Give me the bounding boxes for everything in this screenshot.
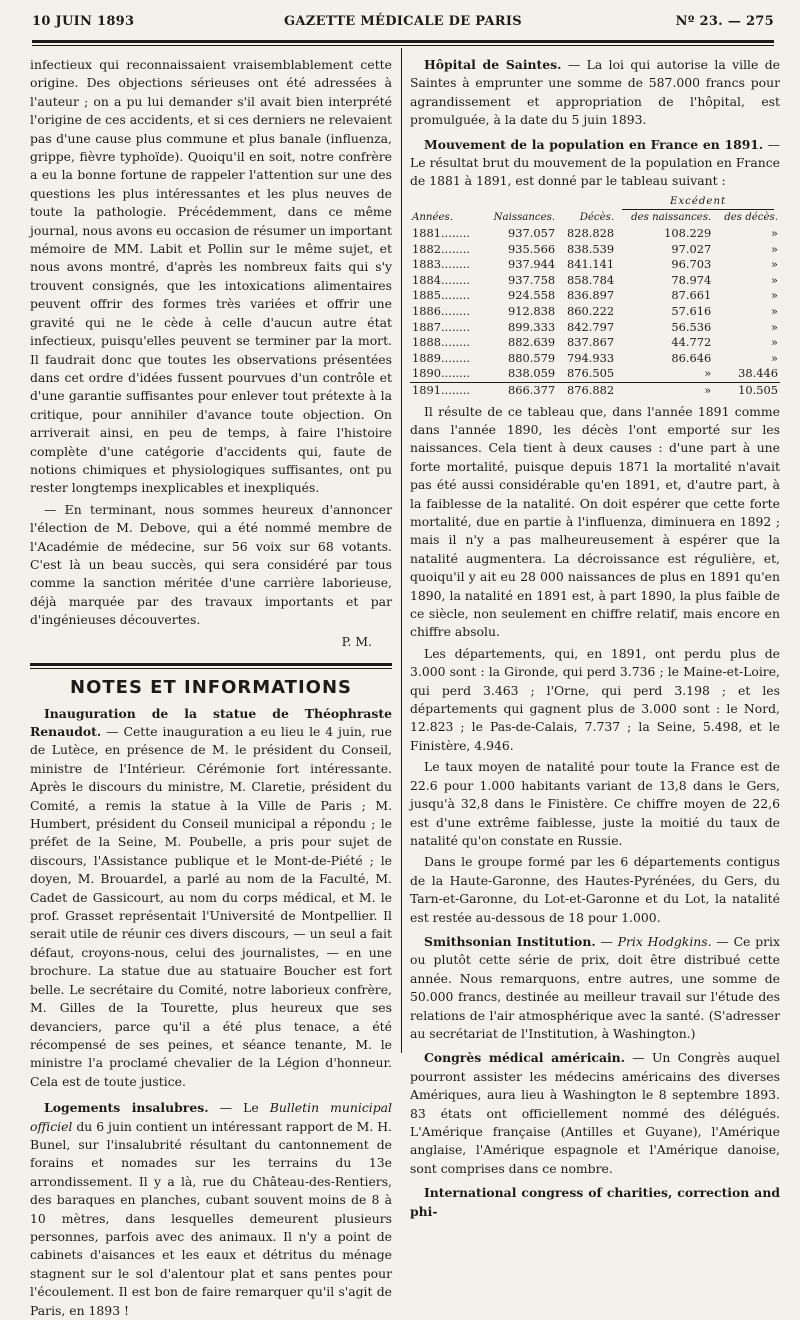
renaudot-heading: Inauguration de la statue de Théophraste Renaudot. <box>30 705 392 739</box>
taux-paragraph: Le taux moyen de natalité pour toute la France est de 22.6 pour 1.000 habitants variant de 13,8 dans le Gers, jusqu'à 32,8 dans le Finistère. Ce chiffre moyen de 22,6 est d'une extrême faiblesse, juste la moitié du taux de natalité qu'on constate en Russie. <box>410 759 780 848</box>
left-column <box>30 56 393 1318</box>
cell-excedent-deces: » <box>771 304 778 318</box>
cell-deces: 794.933 <box>567 350 615 365</box>
cell-deces: 838.539 <box>567 241 615 256</box>
col-header-annees: Années. <box>412 212 454 224</box>
section-rule-thin <box>30 668 392 669</box>
saintes-text: — La loi qui autorise la ville de Saintes à emprunter une somme de 587.000 francs pour agrandissement et appropriation de l'hôpital, est promulguée, à la date du 5 juin 1893. <box>410 57 780 128</box>
cell-excedent-naissances: 108.229 <box>664 226 712 241</box>
cell-excedent-naissances: 78.974 <box>671 272 712 287</box>
cell-excedent-naissances: 57.616 <box>671 304 712 318</box>
debove-election-paragraph: — En terminant, nous sommes heureux d'annoncer l'élection de M. Debove, qui a été nommé membre de l'Académie de médecine, sur 56 voix sur 68 votants. C'est là un beau succès, qui sera considéré par tous comme la sanction méritée d'une carrière laborieuse, déjà marquée par des travaux importants et par d'ingénieuses découvertes. <box>30 501 392 628</box>
cell-deces: 837.867 <box>567 335 615 350</box>
col-header-deces: Décès. <box>579 212 615 224</box>
cell-excedent-naissances: 56.536 <box>671 319 712 334</box>
col-header-excedent-naissances: des naissances. <box>631 212 712 224</box>
cell-excedent-deces: » <box>771 226 778 241</box>
international-congress-heading: International congress of charities, correction and phi- <box>410 1185 780 1219</box>
cell-year: 1891........ <box>412 382 470 397</box>
header-rule-thick <box>32 40 774 43</box>
cell-naissances: 937.057 <box>508 226 556 241</box>
header-rule-thin <box>32 45 774 46</box>
signature-row <box>30 633 392 653</box>
cell-excedent-deces: 38.446 <box>738 366 778 381</box>
cell-deces: 876.505 <box>567 366 615 381</box>
cell-excedent-deces: » <box>771 335 778 350</box>
cell-excedent-naissances: 87.661 <box>671 288 712 303</box>
logements-pre: — Le <box>208 1100 270 1116</box>
table-row <box>410 273 780 289</box>
table-header-row <box>410 210 780 226</box>
cell-excedent-deces: » <box>771 288 778 303</box>
cell-year: 1886........ <box>412 304 470 318</box>
table-row <box>410 335 780 351</box>
departements-paragraph: Les départements, qui, en 1891, ont perdu plus de 3.000 sont : la Gironde, qui perd 3.736 ; le Maine-et-Loire, qui perd 3.463 ; l'Orne, qui perd 3.198 ; et les départements qui gagnent plus de 3.000 sont : le Nord, 12.823 ; le Pas-de-Calais, 7.737 ; la Seine, 5.498, et le Finistère, 4.946. <box>410 645 780 753</box>
cell-deces: 858.784 <box>567 272 615 287</box>
cell-deces: 841.141 <box>567 257 615 272</box>
cell-deces: 842.797 <box>567 319 615 334</box>
cell-excedent-deces: » <box>771 350 778 365</box>
cell-deces: 828.828 <box>567 226 615 241</box>
cell-naissances: 937.944 <box>508 257 556 272</box>
smithsonian-heading: Smithsonian Institution. <box>424 933 596 949</box>
saintes-item <box>410 56 780 130</box>
cell-deces: 860.222 <box>567 304 615 318</box>
table-row <box>410 226 780 242</box>
cell-excedent-deces: 10.505 <box>738 382 778 397</box>
header-issue-page: Nº 23. — 275 <box>675 14 774 29</box>
table-row <box>410 288 780 304</box>
cell-year: 1888........ <box>412 335 470 350</box>
cell-excedent-naissances: 96.703 <box>671 257 712 272</box>
result-paragraph: Il résulte de ce tableau que, dans l'année 1891 comme dans l'année 1890, les décès l'ont emporté sur les naissances. Cela tient à deux causes : d'une part à une forte mortalité, puisque depuis 1871 la mortalité n'avait pas été aussi considérable qu'en 1891, et, d'autre part, à la faiblesse de la natalité. On doit espérer que cette forte mortalité, due en partie à l'influenza, diminuera en 1892 ; mais il n'y a pas malheureusement à espérer que la natalité augmentera. La décroissance est régulière, et, quoiqu'il y ait eu 28 000 naissances de plus en 1891 qu'en 1890, la natalité en 1891 est, à part 1890, la plus faible de ce siècle, non seulement en chiffre relatif, mais encore en chiffre absolu. <box>410 403 780 640</box>
bulletin-municipal-title: Bulletin municipal officiel <box>30 1100 393 1134</box>
cell-naissances: 924.558 <box>508 288 556 303</box>
cell-year: 1887........ <box>412 319 470 334</box>
population-table <box>410 194 780 399</box>
header-date: 10 JUIN 1893 <box>32 14 135 29</box>
cell-naissances: 935.566 <box>508 241 556 256</box>
cell-naissances: 838.059 <box>508 366 556 381</box>
congres-item <box>410 1049 780 1178</box>
cell-deces: 836.897 <box>567 288 615 303</box>
cell-naissances: 882.639 <box>508 335 556 350</box>
congres-heading: Congrès médical américain. <box>424 1050 626 1066</box>
mouvement-text: — Le résultat brut du mouvement de la population en France de 1881 à 1891, est donné par le tableau suivant : <box>410 136 780 189</box>
cell-naissances: 912.838 <box>508 304 556 318</box>
cell-excedent-naissances: » <box>704 366 712 381</box>
congres-text: — Un Congrès auquel pourront assister les médecins américains des diverses Amériques, aura lieu à Washington le 8 septembre 1893. 83 états ont officiellement nommé des délégués. L'Amérique française (Antilles et Guyane), l'Amérique anglaise, l'Amérique espagnole et l'Amérique danoise, sont comprises dans ce nombre. <box>410 1050 780 1176</box>
groupe-paragraph: Dans le groupe formé par les 6 départements contigus de la Haute-Garonne, des Hautes-Pyrénées, du Gers, du Tarn-et-Garonne, du Lot-et-Garonne et du Lot, la natalité est restée au-dessous de 18 pour 1.000. <box>410 854 780 925</box>
cell-naissances: 880.579 <box>508 350 556 365</box>
cell-year: 1884........ <box>412 272 470 287</box>
table-body <box>410 226 780 399</box>
table-header-group <box>410 194 780 210</box>
smithsonian-text: . — Ce prix ou plutôt cette série de prix, doit être distribué cette année. Nous remarquons, entre autres, une somme de 50.000 francs, destinée au meilleur travail sur l'étude des relations de l'air atmosphérique avec la santé. (S'adresser au secrétariat de l'Institution, à Washington.) <box>410 933 781 1041</box>
mouvement-heading: Mouvement de la population en France en 1891. <box>424 136 764 152</box>
cell-excedent-naissances: 44.772 <box>671 335 712 350</box>
cell-year: 1881........ <box>412 226 470 241</box>
column-divider <box>401 48 402 1053</box>
cell-excedent-naissances: 97.027 <box>671 241 712 256</box>
page-header <box>32 14 774 34</box>
cell-year: 1883........ <box>412 257 470 272</box>
section-title: NOTES ET INFORMATIONS <box>70 676 352 698</box>
smithsonian-item <box>410 933 780 1043</box>
cell-excedent-deces: » <box>771 319 778 334</box>
table-row <box>410 366 780 382</box>
excedent-label: Excédent <box>669 195 727 207</box>
cell-year: 1885........ <box>412 288 470 303</box>
mouvement-item <box>410 136 780 191</box>
international-congress-item <box>410 1184 780 1221</box>
logements-text: du 6 juin contient un intéressant rapport de M. H. Bunel, sur l'insalubrité résultant du cantonnement de forains et nomades sur les terrains du 13e arrondissement. Il y a là, rue du Château-des-Rentiers, des baraques en planches, cubant souvent moins de 8 à 10 mètres, dans lesquelles demeurent plusieurs personnes, parfois avec des animaux. Il n'y a point de cabinets d'aisances et les eaux et détritus du ménage stagnent sur le sol d'alentour plat et sans pentes pour l'écoulement. Il est bon de faire remarquer qu'il s'agit de Paris, en 1893 ! <box>30 1118 392 1318</box>
cell-excedent-naissances: » <box>704 382 712 397</box>
table-row <box>410 320 780 336</box>
prix-hodgkins: Prix Hodgkins <box>617 933 708 949</box>
cell-naissances: 866.377 <box>508 382 556 397</box>
logements-item <box>30 1099 392 1320</box>
cell-year: 1890........ <box>412 366 470 381</box>
smithsonian-pre: — <box>595 933 618 949</box>
col-header-naissances: Naissances. <box>493 212 556 224</box>
header-title: GAZETTE MÉDICALE DE PARIS <box>284 14 522 29</box>
renaudot-text: — Cette inauguration a eu lieu le 4 juin, rue de Lutèce, en présence de M. le président du Conseil, ministre de l'Intérieur. Cérémonie fort intéressante. Après le discours du ministre, M. Claretie, président du Comité, a remis la statue à la Ville de Paris ; M. Humbert, président du Conseil municipal a répondu ; le préfet de la Seine, M. Poubelle, a pris pour sujet de discours, l'Assistance publique et le Mont-de-Piété ; le doyen, M. Brouardel, a parlé au nom de la Faculté, M. Cadet de Gassicourt, au nom du corps médical, et M. le prof. Grasset représentait l'Université de Montpellier. Il serait utile de réunir ces divers discours, — un seul a fait défaut, croyons-nous, celui des journalistes, — en une brochure. La statue due au statuaire Boucher est fort belle. Le secrétaire du Comité, notre laborieux confrère, M. Gilles de la Tourette, plus heureux que ses devanciers, parce qu'il a été plus tenace, a été récompensé de ses peines, et séance tenante, M. le ministre l'a proclamé chevalier de la Légion d'honneur. Cela est de toute justice. <box>30 724 392 1089</box>
cell-excedent-deces: » <box>771 272 778 287</box>
col-header-excedent-deces: des décès. <box>724 212 778 224</box>
cell-year: 1882........ <box>412 241 470 256</box>
logements-heading: Logements insalubres. <box>44 1100 209 1116</box>
right-column <box>410 56 781 1219</box>
table-row <box>410 257 780 273</box>
table-row <box>410 351 780 367</box>
table-row <box>410 382 780 398</box>
saintes-heading: Hôpital de Saintes. <box>424 57 562 72</box>
renaudot-item <box>30 705 392 1092</box>
cell-excedent-deces: » <box>771 257 778 272</box>
table-row <box>410 304 780 320</box>
cell-naissances: 937.758 <box>508 272 556 287</box>
cell-year: 1889........ <box>412 350 470 365</box>
cell-excedent-naissances: 86.646 <box>671 350 712 365</box>
cell-excedent-deces: » <box>771 241 778 256</box>
author-signature: P. M. <box>341 633 372 649</box>
section-rule-thick <box>30 663 392 666</box>
cell-naissances: 899.333 <box>508 319 556 334</box>
cell-deces: 876.882 <box>567 382 615 397</box>
table-row <box>410 242 780 258</box>
article-continuation: infectieux qui reconnaissaient vraisemblablement cette origine. Des objections sérieuses ont été adressées à l'auteur ; on a pu lui demander s'il avait bien interprété l'origine de ces accidents, et si ces derniers ne relevaient pas d'une cause plus commune et plus banale (influenza, grippe, fièvre typhoïde). Quoiqu'il en soit, notre confrère a eu la bonne fortune de rappeler l'attention sur une des questions les plus intéressantes et les plus neuves de toute la pathologie. Précédemment, dans ce même journal, nous avons eu occasion de résumer un important mémoire de MM. Labit et Pollin sur le même sujet, et nous avons montré, d'après les nombreux faits qui s'y trouvent consignés, que les intoxications alimentaires peuvent offrir des formes très variées et offrir une gravité qui ne le cède à celle d'aucun autre état infectieux, puisqu'elles peuvent se terminer par la mort. Il faudrait donc que toutes les observations présentées dans cet ordre d'idées fussent pourvues d'un contrôle et d'une garantie suffisantes pour enlever tout prétexte à la critique, pour annihiler d'avance toute objection. On arriverait ainsi, en peu de temps, à faire l'histoire complète d'une catégorie d'accidents qui, faute de notions chimiques et physiologiques suffisantes, ont pu rester longtemps inexplicables et inexpliqués. <box>30 57 392 496</box>
